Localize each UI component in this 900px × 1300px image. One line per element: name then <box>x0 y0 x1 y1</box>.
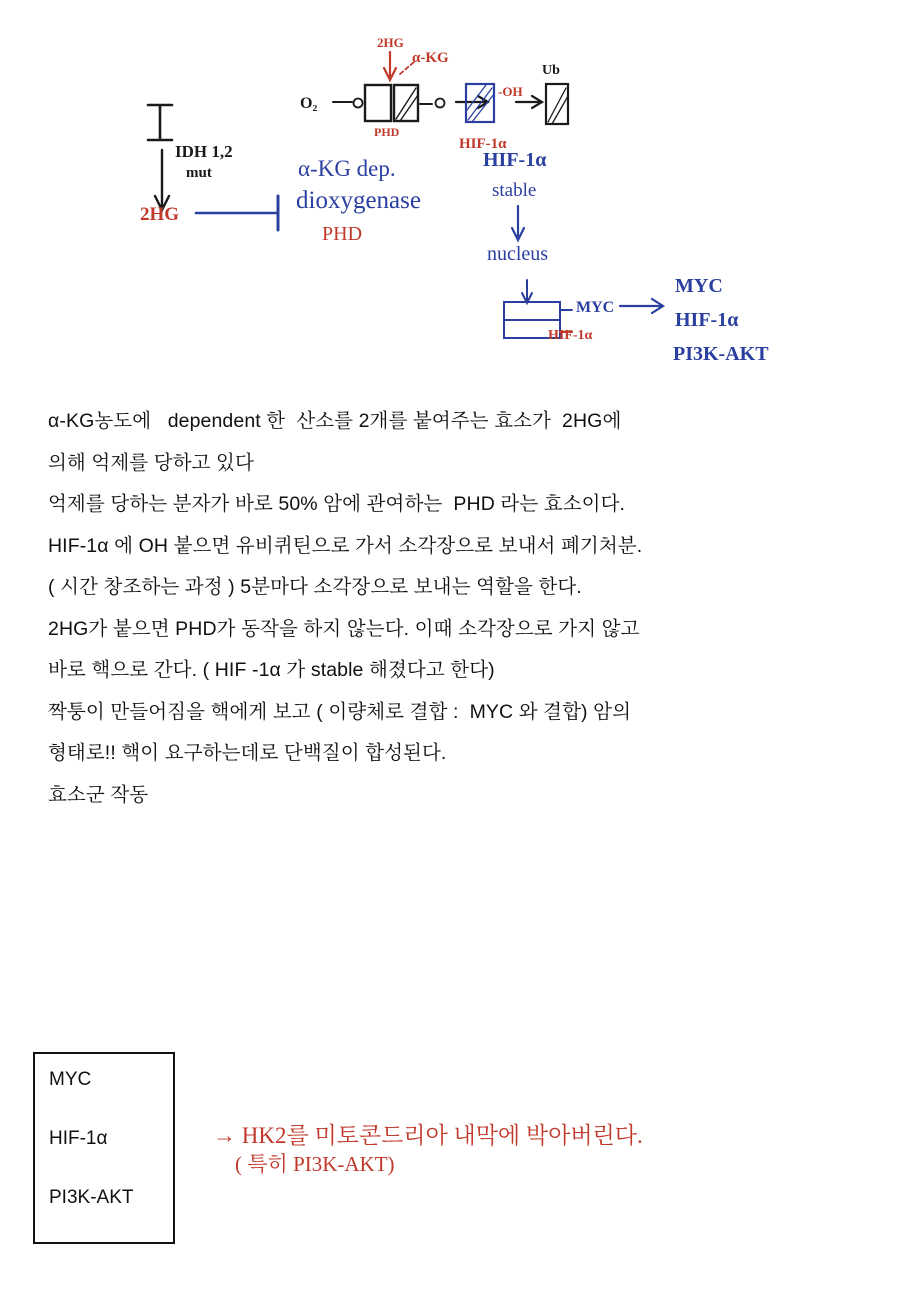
annotation-line-1: → HK2를 미토콘드리아 내막에 박아버린다. <box>213 1123 643 1148</box>
label-ub: Ub <box>542 63 560 78</box>
label-out-myc: MYC <box>675 275 723 297</box>
phd-reaction <box>333 52 568 124</box>
label-hif1a-stable-2: stable <box>492 180 537 201</box>
label-out-hif: HIF-1α <box>675 309 739 331</box>
note-line: 의해 억제를 당하고 있다 <box>48 451 254 474</box>
label-hif1a-small: HIF-1α <box>548 328 593 343</box>
label-akg-top: α-KG <box>412 50 449 66</box>
lecture-notes <box>48 412 868 827</box>
note-line: 억제를 당하는 분자가 바로 50% 암에 관여하는 PHD 라는 효소이다. <box>48 493 626 515</box>
label-2hg-left: 2HG <box>140 204 180 225</box>
label-nucleus: nucleus <box>487 243 549 265</box>
label-2hg-top: 2HG <box>377 35 404 50</box>
label-phd-red: PHD <box>322 223 363 245</box>
summary-item: MYC <box>49 1069 92 1090</box>
label-myc-small: MYC <box>576 299 615 316</box>
note-line: 짝퉁이 만들어짐을 핵에게 보고 ( 이량체로 결합 : MYC 와 결합) 암의 <box>48 700 632 723</box>
note-line: 형태로!! 핵이 요구하는데로 단백질이 합성된다. <box>48 742 447 764</box>
annotation-line-2: ( 특히 PI3K-AKT) <box>235 1151 395 1176</box>
label-phd-under-box: PHD <box>374 125 400 139</box>
handwritten-diagram <box>0 0 900 390</box>
label-hif1a-stable-1: HIF-1α <box>483 149 547 171</box>
pathway-summary-box <box>33 1052 175 1244</box>
label-hif1a-box: HIF-1α <box>459 136 507 152</box>
note-line: HIF-1α 에 OH 붙으면 유비퀴틴으로 가서 소각장으로 보내서 폐기처분. <box>48 534 643 557</box>
label-akg-dep: α-KG dep. <box>298 156 396 181</box>
diagram-svg <box>0 0 900 390</box>
summary-item: PI3K-AKT <box>49 1187 134 1208</box>
label-o2: O₂ <box>300 95 318 112</box>
label-dioxygenase: dioxygenase <box>296 187 421 214</box>
note-line: 2HG가 붙으면 PHD가 동작을 하지 않는다. 이때 소각장으로 가지 않고 <box>48 617 640 640</box>
label-idh: IDH 1,2 <box>175 142 233 161</box>
label-out-pi3k: PI3K-AKT <box>673 343 769 365</box>
arrow-to-nucleus <box>512 206 524 240</box>
summary-item: HIF-1α <box>49 1128 108 1149</box>
note-line: 바로 핵으로 간다. ( HIF -1α 가 stable 해졌다고 한다) <box>48 659 495 681</box>
label-oh: -OH <box>498 84 523 99</box>
note-line: α-KG농도에 dependent 한 산소를 2개를 붙여주는 효소가 2HG에 <box>48 410 622 432</box>
note-line: 효소군 작동 <box>48 783 149 806</box>
summary-annotation <box>213 1122 643 1177</box>
summary-section <box>33 1052 873 1252</box>
note-line: ( 시간 창조하는 과정 ) 5분마다 소각장으로 보내는 역할을 한다. <box>48 576 582 598</box>
label-mut: mut <box>186 165 212 181</box>
